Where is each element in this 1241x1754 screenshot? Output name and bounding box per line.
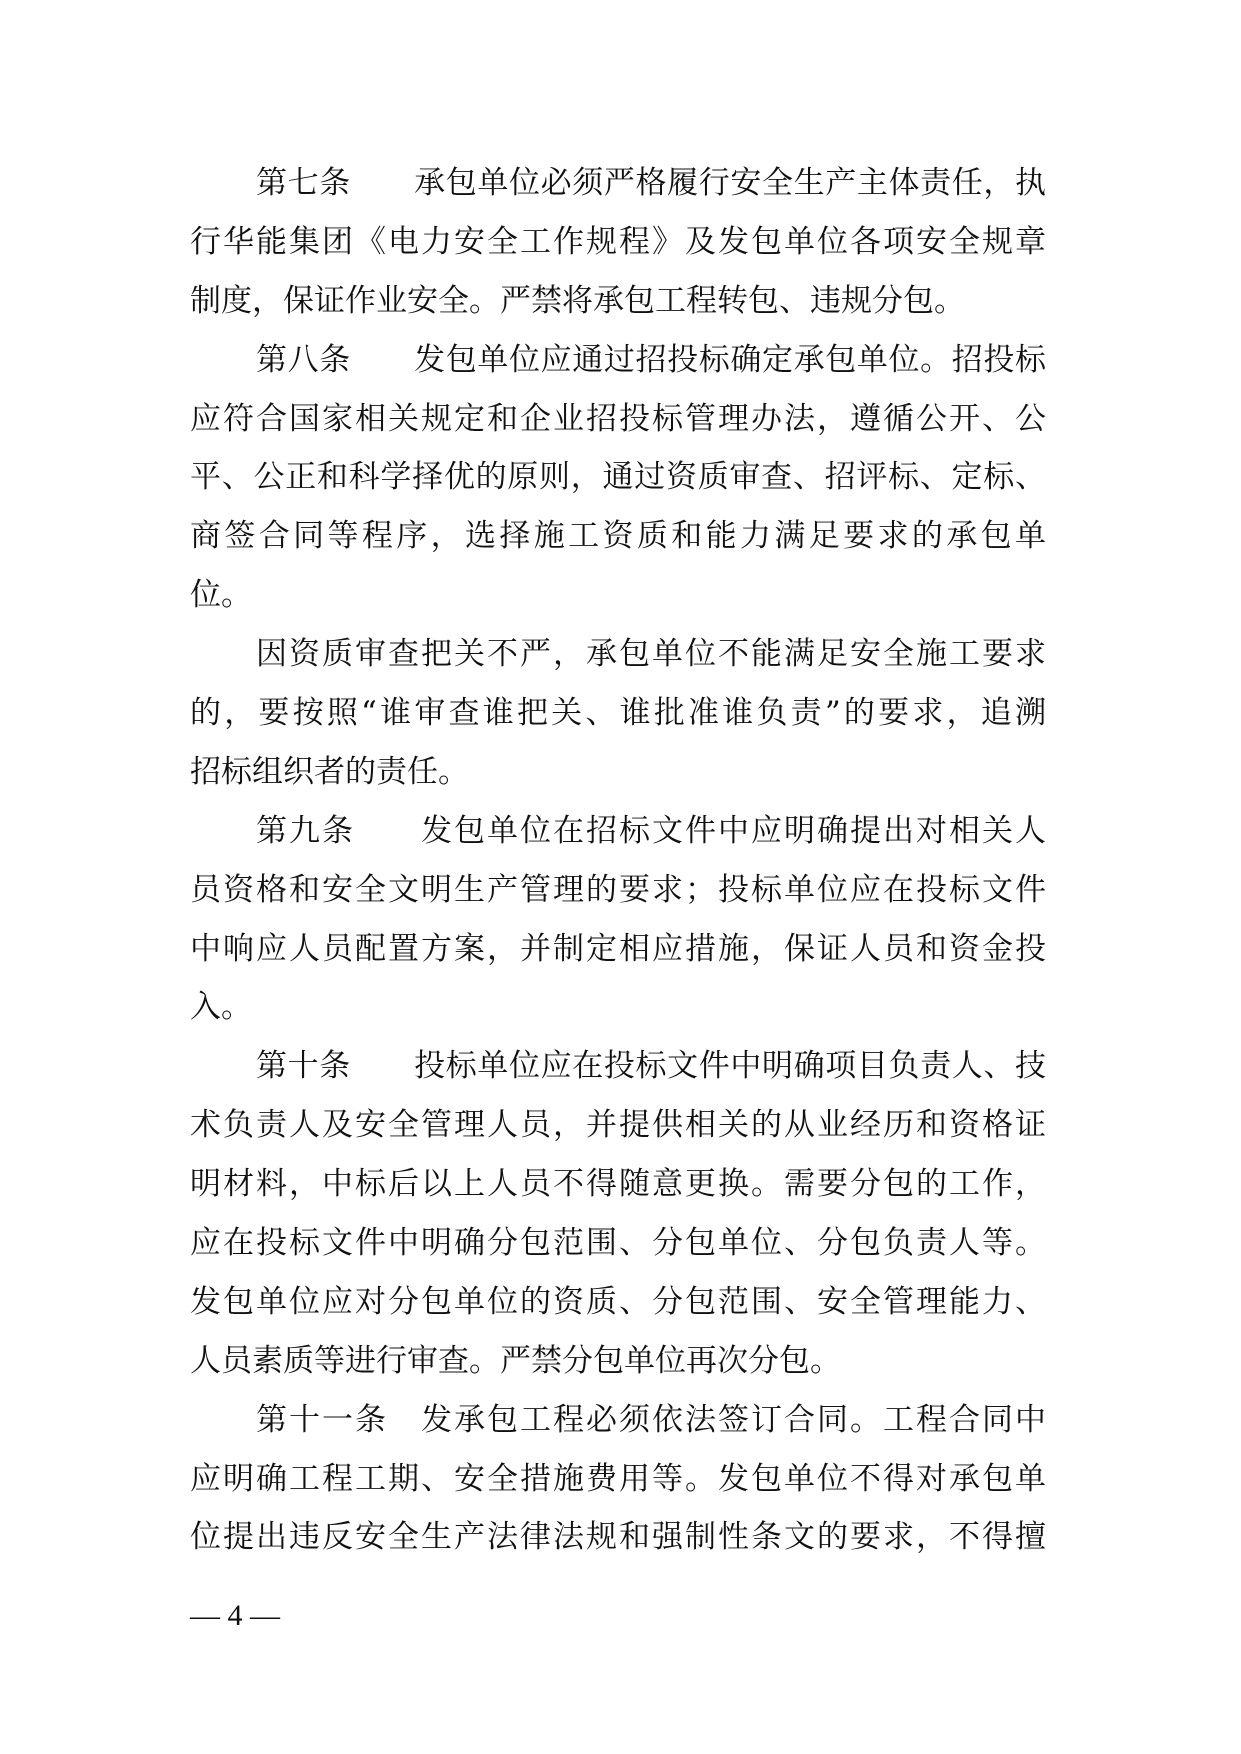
text-line: 明材料，中标后以上人员不得随意更换。需要分包的工作，: [190, 1166, 1046, 1203]
text-line: 商签合同等程序，选择施工资质和能力满足要求的承包单: [190, 518, 1046, 555]
text-line: 中响应人员配置方案，并制定相应措施，保证人员和资金投: [190, 930, 1046, 967]
document-body: [190, 154, 1046, 1567]
text-line: 入。: [190, 989, 252, 1026]
text-line: 第十一条 发承包工程必须依法签订合同。工程合同中: [256, 1401, 1046, 1438]
text-line: 位。: [190, 577, 252, 614]
text-line: 第九条 发包单位在招标文件中应明确提出对相关人: [256, 812, 1046, 849]
text-line: 员资格和安全文明生产管理的要求；投标单位应在投标文件: [190, 871, 1046, 908]
text-line: 位提出违反安全生产法律法规和强制性条文的要求，不得擅: [190, 1519, 1046, 1556]
text-line: 第十条 投标单位应在投标文件中明确项目负责人、技: [256, 1048, 1046, 1085]
text-line: 第八条 发包单位应通过招投标确定承包单位。招投标: [256, 341, 1046, 378]
text-line: 制度，保证作业安全。严禁将承包工程转包、违规分包。: [190, 282, 965, 319]
text-line: 应在投标文件中明确分包范围、分包单位、分包负责人等。: [190, 1225, 1046, 1262]
text-line: 应明确工程工期、安全措施费用等。发包单位不得对承包单: [190, 1460, 1046, 1497]
text-line: 平、公正和科学择优的原则，通过资质审查、招评标、定标、: [190, 459, 1046, 496]
text-line: 应符合国家相关规定和企业招投标管理办法，遵循公开、公: [190, 400, 1046, 437]
text-line: 第七条 承包单位必须严格履行安全生产主体责任，执: [256, 165, 1046, 201]
text-line: 人员素质等进行审查。严禁分包单位再次分包。: [190, 1342, 841, 1379]
text-line: 招标组织者的责任。: [190, 753, 469, 790]
page-number: — 4 —: [190, 1599, 280, 1632]
text-line: 术负责人及安全管理人员，并提供相关的从业经历和资格证: [190, 1107, 1046, 1144]
text-line: 的，要按照“谁审查谁把关、谁批准谁负责”的要求，追溯: [190, 695, 1046, 732]
text-line: 发包单位应对分包单位的资质、分包范围、安全管理能力、: [190, 1283, 1046, 1320]
text-line: 行华能集团《电力安全工作规程》及发包单位各项安全规章: [190, 223, 1046, 260]
text-line: 因资质审查把关不严，承包单位不能满足安全施工要求: [256, 636, 1046, 673]
